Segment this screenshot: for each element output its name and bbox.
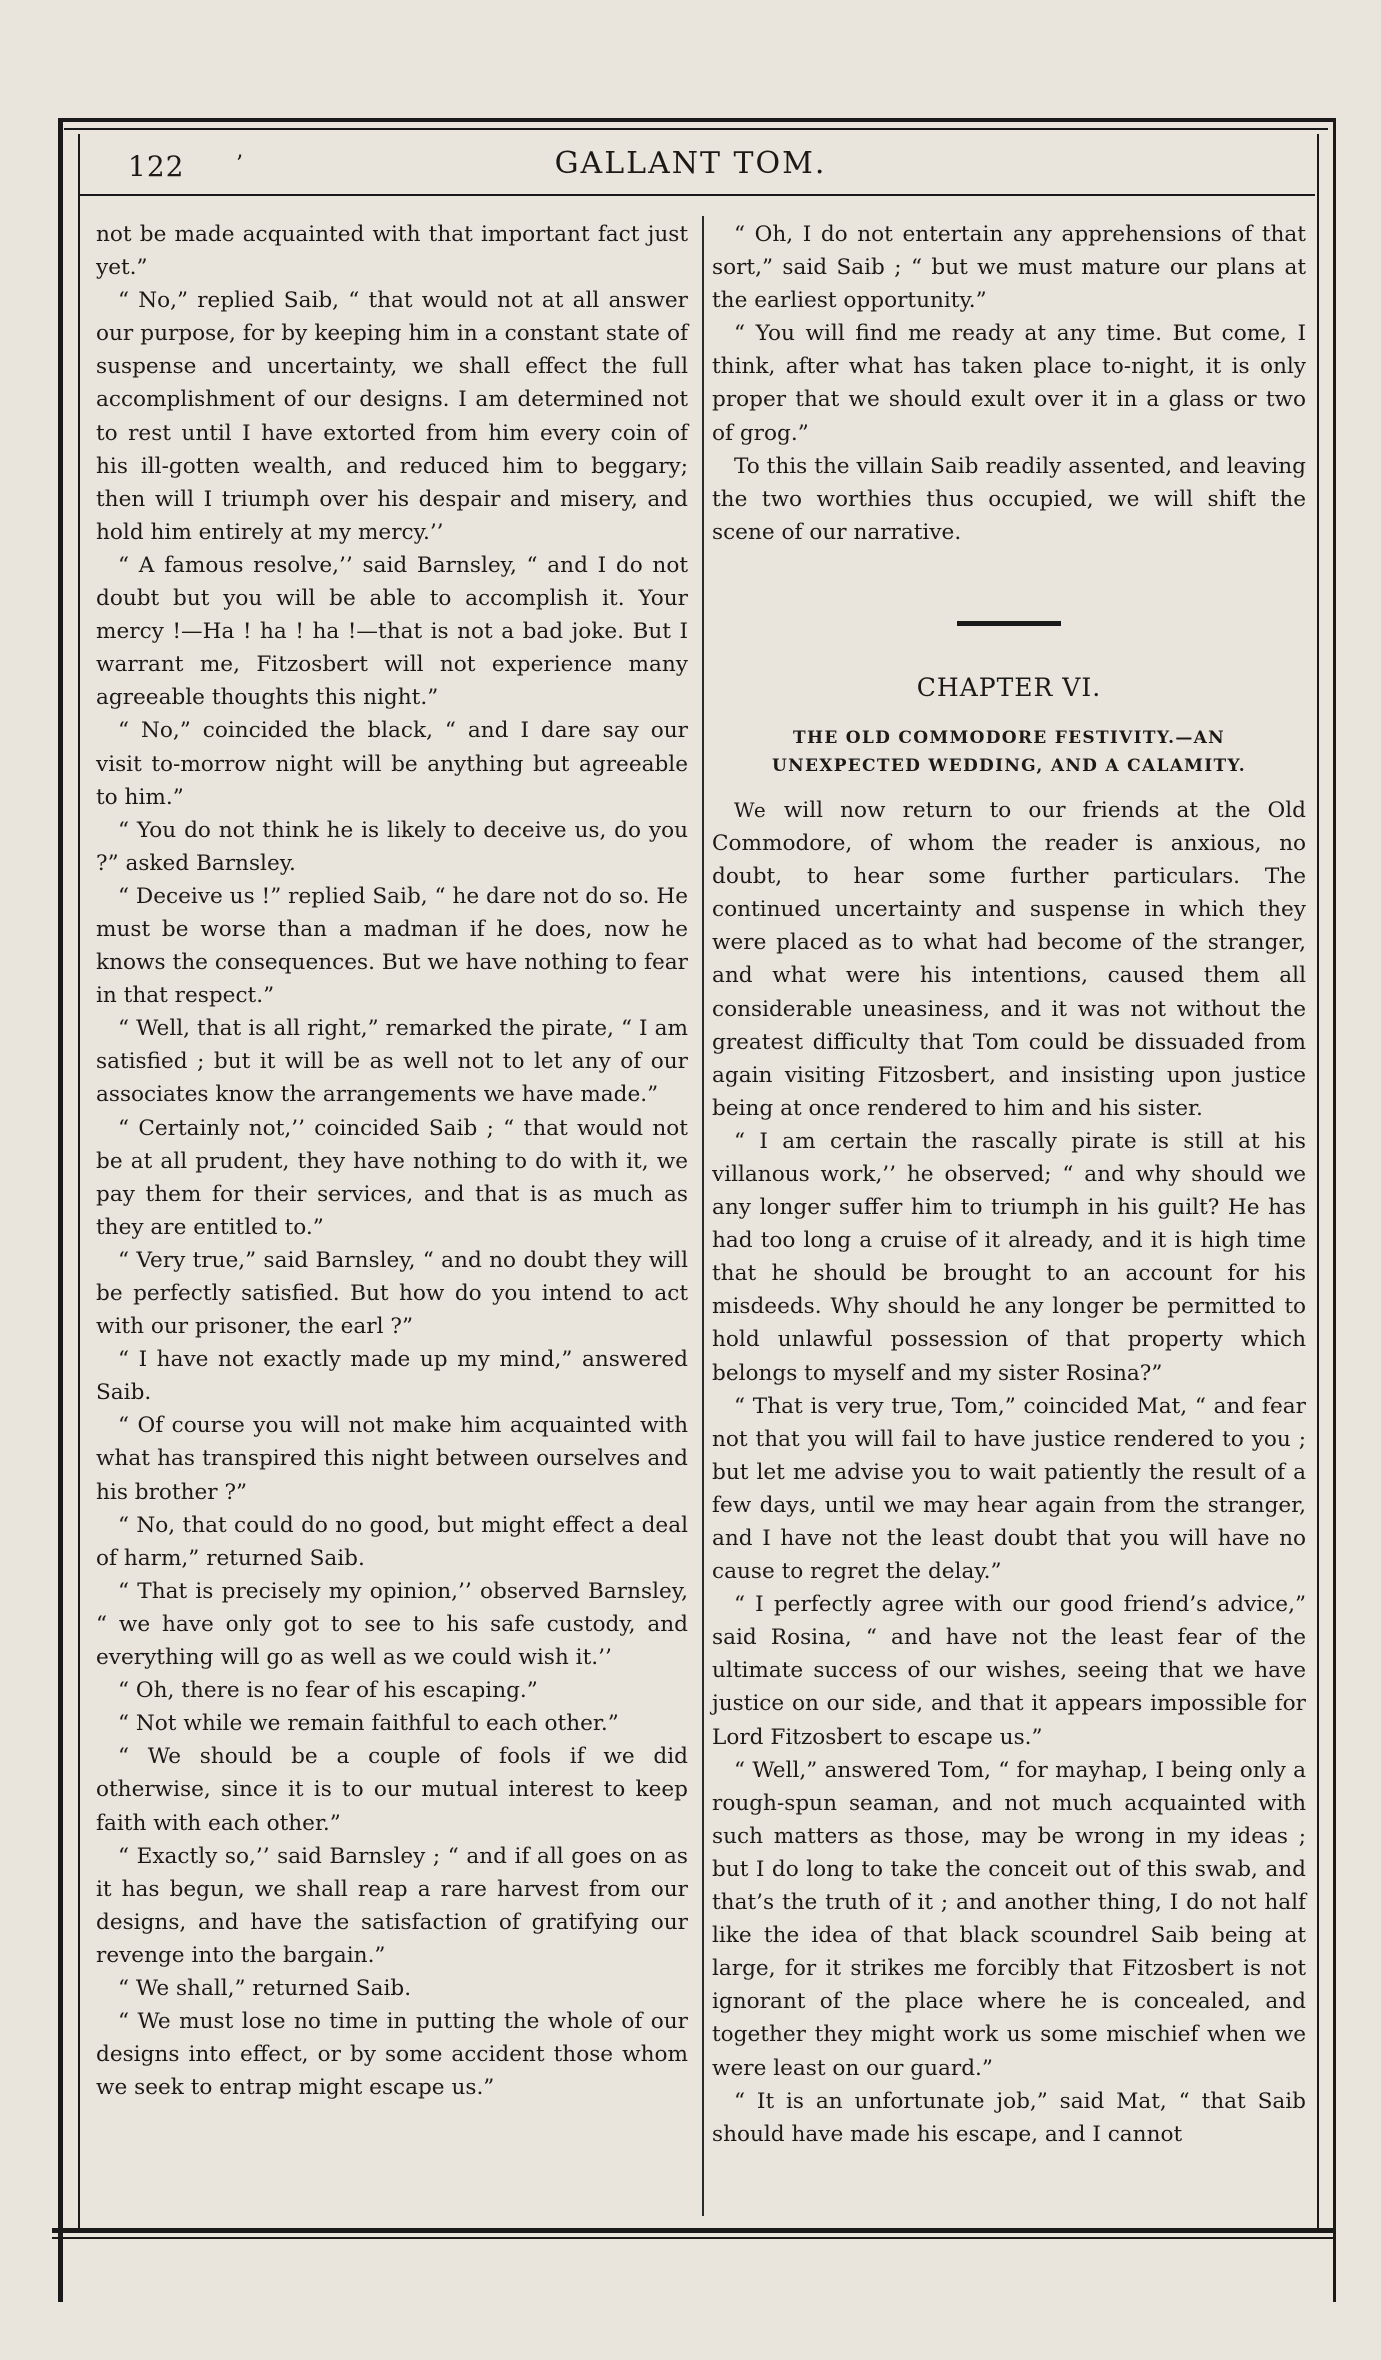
paragraph: “ I am certain the rascally pirate is still at his villanous work,’’ he observed; “ and why should we any longer suffer him to triumph in his guilt? He has had too long a cruise of it already, and it is high time that he should be brought to an account for his misdeeds. Why should he any longer be permitted to hold unlawful possession of that property which belongs to myself and my sister Rosina?” [712, 1128, 1306, 1386]
page-mark: ’ [236, 152, 243, 177]
opening-word: We [734, 797, 767, 822]
page-number: 122 [128, 150, 185, 183]
paragraph: “ It is an unfortunate job,” said Mat, “ that Saib should have made his escape, and I cannot [712, 2088, 1306, 2147]
section-separator [957, 621, 1061, 626]
chapter-opening-paragraph [712, 794, 1306, 1125]
paragraph: To this the villain Saib readily assented, and leaving the two worthies thus occupied, we will shift the scene of our narrative. [712, 453, 1306, 545]
paragraph: “ You will find me ready at any time. But come, I think, after what has taken place to-night, it is only proper that we should exult over it in a glass or two of grog.” [712, 321, 1306, 446]
paragraph: “ We must lose no time in putting the whole of our designs into effect, or by some accident those whom we seek to entrap might escape us.” [96, 2009, 688, 2101]
paragraph: “ No,” replied Saib, “ that would not at all answer our purpose, for by keeping him in a constant state of suspense and uncertainty, we shall effect the full accomplishment of our designs. I am determined not to rest until I have extorted from him every coin of his ill-gotten wealth, and reduced him to beggary; then will I triumph over his despair and misery, and hold him entirely at my mercy.’’ [96, 288, 688, 545]
column-rule [702, 216, 704, 2216]
paragraph: “ Exactly so,’’ said Barnsley ; “ and if all goes on as it has begun, we shall reap a rare harvest from our designs, and have the satisfaction of gratifying our revenge into the bargain.” [96, 1843, 688, 1968]
paragraph: “ Certainly not,’’ coincided Saib ; “ that would not be at all prudent, they have nothing to do with it, we pay them for their services, and that is as much as they are entitled to.” [96, 1115, 688, 1240]
paragraph: “ That is very true, Tom,” coincided Mat, “ and fear not that you will fail to have justice rendered to you ; but let me advise you to wait patiently the result of a few days, until we may hear again from the stranger, and I have not the least doubt that you will have no cause to regret the delay.” [712, 1393, 1306, 1585]
opening-text: will now return to our friends at the Old Commodore, of whom the reader is anxious, no doubt, to hear some further particulars. The continued uncertainty and suspense in which they were placed as to what had become of the stranger, and what were his intentions, caused them all considerable uneasiness, and it was not without the greatest difficulty that Tom could be dissuaded from again visiting Fitzosbert, and insisting upon justice being at once rendered to him and his sister. [712, 797, 1306, 1121]
paragraph: “ I perfectly agree with our good friend’s advice,” said Rosina, “ and have not the least fear of the ultimate success of our wishes, seeing that we have justice on our side, and that it appears impossible for Lord Fitzosbert to escape us.” [712, 1592, 1306, 1750]
paragraph: “ That is precisely my opinion,’’ observed Barnsley, “ we have only got to see to his safe custody, and everything will go as well as we could wish it.’’ [96, 1578, 688, 1671]
header-rule [78, 194, 1315, 196]
paragraph: “ No, that could do no good, but might effect a deal of harm,” returned Saib. [96, 1512, 688, 1571]
paragraph: “ Oh, I do not entertain any apprehensions of that sort,” said Saib ; “ but we must mature our plans at the earliest opportunity.” [712, 222, 1306, 314]
paragraph: “ I have not exactly made up my mind,” answered Saib. [96, 1347, 688, 1406]
left-column [96, 218, 688, 2104]
paragraph: “ Very true,” said Barnsley, “ and no doubt they will be perfectly satisfied. But how do you intend to act with our prisoner, the earl ?” [96, 1247, 688, 1340]
right-border-rule [1317, 134, 1319, 2228]
paragraph: “ Deceive us !” replied Saib, “ he dare not do so. He must be worse than a madman if he does, now he knows the consequences. But we have nothing to fear in that respect.” [96, 883, 688, 1009]
paragraph: “ A famous resolve,’’ said Barnsley, “ and I do not doubt but you will be able to accomplish it. Your mercy !—Ha ! ha ! ha !—that is not a bad joke. But I warrant me, Fitzosbert will not experience many agreeable thoughts this night.” [96, 552, 688, 711]
right-column [712, 218, 1306, 2151]
running-title: GALLANT TOM. [554, 146, 827, 181]
paragraph: “ Not while we remain faithful to each other.” [118, 1711, 619, 1737]
paragraph: “ Well, that is all right,” remarked the pirate, “ I am satisfied ; but it will be as well not to let any of our associates know the arrangements we have made.” [96, 1016, 688, 1108]
top-rule [64, 128, 1328, 130]
paragraph: “ Of course you will not make him acquainted with what has transpired this night between ourselves and his brother ?” [96, 1413, 688, 1505]
bottom-rule [52, 2228, 1334, 2239]
left-border-rule [78, 134, 80, 2228]
chapter-subtitle: THE OLD COMMODORE FESTIVITY.—AN UNEXPECTED WEDDING, AND A CALAMITY. [772, 727, 1246, 776]
paragraph: “ Oh, there is no fear of his escaping.” [118, 1678, 538, 1704]
paragraph: “ We shall,” returned Saib. [118, 1975, 412, 2001]
paragraph: not be made acquainted with that important fact just yet.” [96, 222, 688, 281]
paragraph: “ We should be a couple of fools if we did otherwise, since it is to our mutual interest to keep faith with each other.” [96, 1744, 688, 1836]
paragraph: “ No,” coincided the black, “ and I dare say our visit to-morrow night will be anything but agreeable to him.” [96, 718, 688, 810]
paragraph: “ You do not think he is likely to deceive us, do you ?” asked Barnsley. [96, 817, 688, 876]
paragraph: “ Well,” answered Tom, “ for mayhap, I being only a rough-spun seaman, and not much acquainted with such matters as those, may be wrong in my ideas ; but I do long to take the conceit out of this swab, and that’s the truth of it ; and another thing, I do not half like the idea of that black scoundrel Saib being at large, for it strikes me forcibly that Fitzosbert is not ignorant of the place where he is concealed, and together they might work us some mischief when we were least on our guard.” [712, 1757, 1306, 2081]
chapter-heading: CHAPTER VI. [916, 672, 1102, 702]
